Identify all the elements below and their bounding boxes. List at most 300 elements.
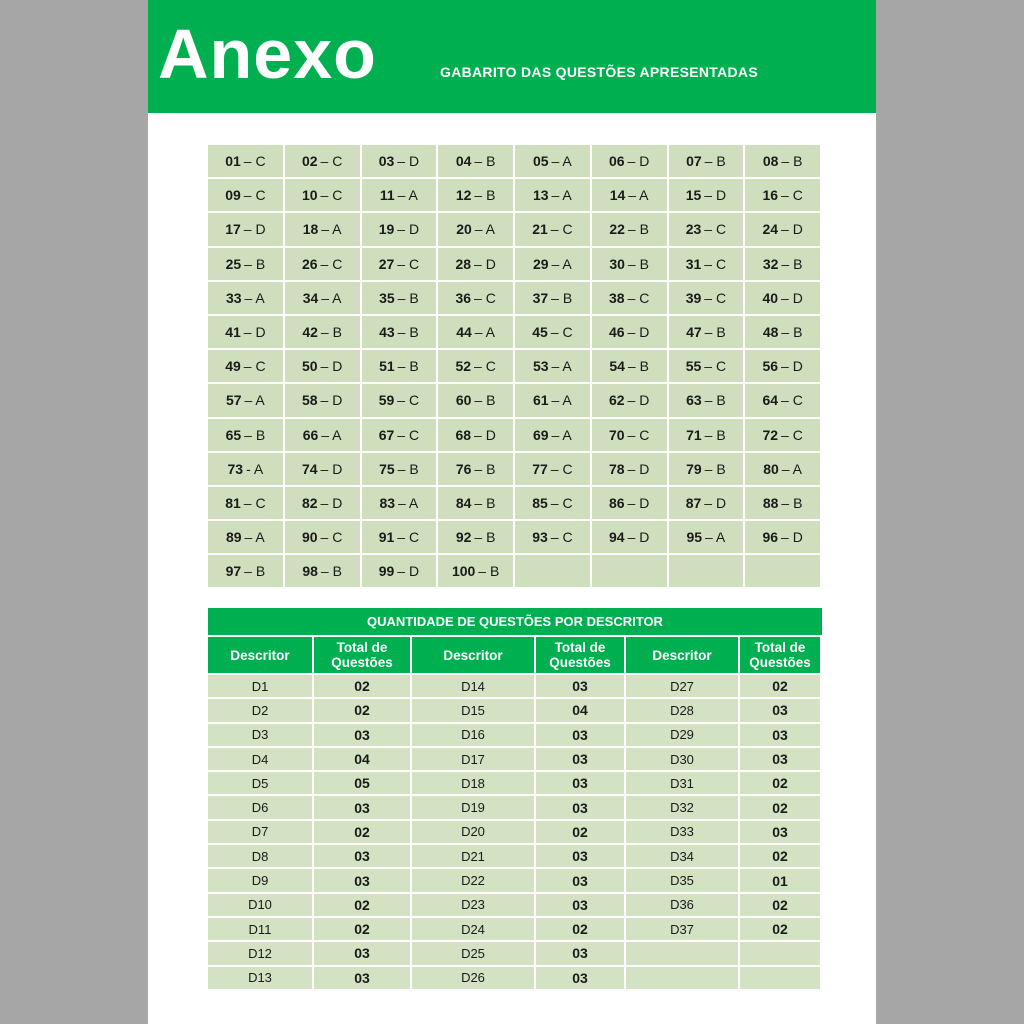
answer-cell — [362, 213, 437, 245]
answer-letter: – A — [551, 153, 572, 170]
question-number: 96 — [762, 529, 779, 546]
answer-letter: – B — [474, 153, 496, 170]
answer-letter: – D — [781, 221, 803, 238]
answer-letter: – B — [474, 529, 496, 546]
answer-letter: – D — [781, 529, 803, 546]
question-number: 86 — [608, 494, 625, 511]
total-cell: 04 — [314, 748, 410, 770]
descriptor-cell: D10 — [208, 894, 312, 916]
answer-letter: – B — [627, 358, 649, 375]
answer-cell — [438, 384, 513, 416]
question-number: 61 — [532, 392, 549, 409]
descriptor-cell: D35 — [626, 869, 738, 891]
answer-letter: – C — [397, 426, 420, 443]
descriptor-cell: D5 — [208, 772, 312, 794]
answer-letter: – A — [398, 494, 419, 511]
answer-letter: – C — [550, 494, 573, 511]
question-number: 94 — [608, 529, 625, 546]
answer-letter: – D — [397, 153, 420, 170]
header-descritor: Descritor — [208, 637, 312, 673]
answer-cell — [515, 145, 590, 177]
header-total-questoes: Total de Questões — [740, 637, 820, 673]
answer-letter: – C — [550, 529, 573, 546]
answer-letter: – D — [627, 153, 650, 170]
answer-cell — [438, 248, 513, 280]
answer-letter: – C — [704, 221, 727, 238]
answer-letter: – C — [243, 153, 266, 170]
total-cell: 02 — [536, 821, 624, 843]
answer-cell — [592, 179, 667, 211]
answer-letter: – A — [244, 392, 265, 409]
question-number: 100 — [451, 563, 476, 580]
question-number: 85 — [532, 494, 548, 511]
answer-cell — [592, 213, 667, 245]
total-cell: 02 — [314, 918, 410, 940]
answer-letter: – B — [627, 221, 649, 238]
answer-letter: – C — [781, 187, 803, 204]
descriptor-cell: D17 — [412, 748, 534, 770]
answer-letter: – A — [244, 529, 265, 546]
total-cell: 03 — [740, 748, 820, 770]
question-number: 36 — [455, 289, 472, 306]
header-banner — [148, 0, 876, 113]
descriptor-table-title: QUANTIDADE DE QUESTÕES POR DESCRITOR — [208, 608, 822, 635]
total-cell: 04 — [536, 699, 624, 721]
descriptor-cell: D32 — [626, 796, 738, 818]
question-number: 54 — [609, 358, 625, 375]
question-number: 49 — [225, 358, 241, 375]
question-number: 29 — [532, 255, 549, 272]
answer-letter: – C — [704, 289, 727, 306]
answer-letter: – B — [244, 426, 266, 443]
question-number: 19 — [378, 221, 395, 238]
answer-letter: – B — [474, 187, 496, 204]
question-number: 09 — [225, 187, 241, 204]
answer-cell — [208, 521, 283, 553]
answer-cell — [208, 248, 283, 280]
question-number: 57 — [225, 392, 242, 409]
answer-cell — [362, 350, 437, 382]
document-page — [148, 0, 876, 1024]
answer-cell — [745, 145, 820, 177]
answer-letter: – D — [397, 563, 420, 580]
total-cell: 02 — [740, 675, 820, 697]
descriptor-cell: D9 — [208, 869, 312, 891]
total-cell: 03 — [740, 699, 820, 721]
descriptor-cell: D36 — [626, 894, 738, 916]
answer-cell — [745, 248, 820, 280]
answer-cell — [745, 453, 820, 485]
answer-letter: – C — [474, 289, 496, 306]
header-total-questoes: Total de Questões — [314, 637, 410, 673]
question-number: 55 — [685, 358, 702, 375]
answer-cell — [592, 384, 667, 416]
answer-letter: – D — [627, 494, 650, 511]
answer-cell — [285, 350, 360, 382]
answer-letter: – B — [781, 153, 803, 170]
answer-letter: – C — [320, 153, 343, 170]
answer-cell — [669, 316, 744, 348]
answer-cell — [745, 487, 820, 519]
answer-cell — [669, 453, 744, 485]
descriptor-cell: D14 — [412, 675, 534, 697]
question-number: 50 — [301, 358, 318, 375]
question-number: 82 — [301, 494, 318, 511]
answer-letter: – A — [781, 460, 803, 477]
answer-cell — [285, 248, 360, 280]
answer-cell — [745, 384, 820, 416]
descriptor-cell: D6 — [208, 796, 312, 818]
question-number: 32 — [762, 255, 779, 272]
answer-cell — [669, 145, 744, 177]
answer-cell — [669, 282, 744, 314]
question-number: 58 — [301, 392, 318, 409]
answer-cell — [592, 350, 667, 382]
answer-cell — [438, 282, 513, 314]
descriptor-table — [208, 608, 822, 989]
answer-cell — [438, 487, 513, 519]
answer-letter: – C — [243, 358, 266, 375]
answer-letter: – B — [704, 153, 726, 170]
answer-cell-empty — [515, 555, 590, 587]
total-cell: 03 — [536, 748, 624, 770]
answer-cell — [285, 213, 360, 245]
question-number: 87 — [685, 494, 702, 511]
question-number: 66 — [302, 426, 319, 443]
descriptor-cell: D37 — [626, 918, 738, 940]
total-cell: 02 — [740, 894, 820, 916]
question-number: 39 — [685, 289, 702, 306]
question-number: 21 — [532, 221, 548, 238]
answer-letter: – A — [551, 392, 572, 409]
descriptor-cell: D18 — [412, 772, 534, 794]
question-number: 20 — [456, 221, 472, 238]
answer-letter: – D — [474, 426, 496, 443]
answer-cell — [592, 316, 667, 348]
question-number: 41 — [225, 324, 241, 341]
answer-cell — [438, 213, 513, 245]
answer-cell — [745, 213, 820, 245]
question-number: 70 — [608, 426, 625, 443]
total-cell: 03 — [536, 942, 624, 964]
question-number: 33 — [225, 289, 242, 306]
answer-letter: – B — [474, 460, 496, 477]
answer-cell — [285, 419, 360, 451]
answer-cell — [438, 179, 513, 211]
answer-letter: – C — [243, 494, 266, 511]
question-number: 34 — [302, 289, 319, 306]
answer-letter: – A — [705, 529, 726, 546]
descriptor-cell: D24 — [412, 918, 534, 940]
answer-letter: – B — [397, 289, 419, 306]
descriptor-cell: D33 — [626, 821, 738, 843]
question-number: 07 — [686, 153, 702, 170]
answer-letter: – B — [781, 494, 803, 511]
answer-cell-empty — [745, 555, 820, 587]
answer-letter: – C — [320, 187, 343, 204]
answer-letter: – D — [320, 494, 343, 511]
answer-cell — [285, 282, 360, 314]
descriptor-cell — [626, 942, 738, 964]
answer-letter: – D — [627, 324, 650, 341]
answer-cell — [208, 145, 283, 177]
descriptor-cell: D3 — [208, 724, 312, 746]
answer-letter: – A — [551, 358, 572, 375]
descriptor-cell: D2 — [208, 699, 312, 721]
answer-letter: – B — [474, 494, 496, 511]
answer-letter: – A — [551, 255, 572, 272]
header-descritor: Descritor — [412, 637, 534, 673]
answer-letter: – A — [551, 426, 572, 443]
question-number: 38 — [608, 289, 625, 306]
answer-letter: – D — [474, 255, 496, 272]
answer-cell — [362, 453, 437, 485]
descriptor-cell: D20 — [412, 821, 534, 843]
answer-letter: – B — [474, 392, 496, 409]
total-cell: 03 — [314, 796, 410, 818]
question-number: 48 — [762, 324, 779, 341]
answer-letter: – C — [243, 187, 266, 204]
answer-letter: – B — [704, 460, 726, 477]
total-cell: 02 — [740, 796, 820, 818]
answer-letter: – C — [320, 529, 343, 546]
answer-cell — [745, 282, 820, 314]
answer-cell — [285, 453, 360, 485]
answer-cell — [515, 384, 590, 416]
answer-cell — [285, 555, 360, 587]
answer-letter: – A — [397, 187, 418, 204]
answer-cell — [515, 521, 590, 553]
question-number: 30 — [609, 255, 625, 272]
answer-letter: – B — [478, 563, 500, 580]
question-number: 23 — [685, 221, 702, 238]
question-number: 97 — [225, 563, 242, 580]
question-number: 31 — [685, 255, 702, 272]
descriptor-cell: D27 — [626, 675, 738, 697]
answer-cell — [208, 316, 283, 348]
descriptor-cell: D12 — [208, 942, 312, 964]
question-number: 40 — [762, 289, 779, 306]
answer-cell — [208, 179, 283, 211]
answer-letter: – D — [243, 221, 266, 238]
answer-cell — [745, 179, 820, 211]
total-cell: 03 — [536, 845, 624, 867]
answer-letter: – C — [397, 529, 420, 546]
answer-cell — [285, 487, 360, 519]
descriptor-grid — [208, 637, 822, 989]
answer-cell — [362, 487, 437, 519]
answer-cell — [362, 555, 437, 587]
question-number: 37 — [532, 289, 549, 306]
question-number: 01 — [225, 153, 241, 170]
question-number: 43 — [379, 324, 395, 341]
question-number: 62 — [608, 392, 625, 409]
answer-cell — [745, 419, 820, 451]
answer-cell — [592, 487, 667, 519]
descriptor-cell: D1 — [208, 675, 312, 697]
answer-letter: – C — [704, 358, 727, 375]
question-number: 46 — [608, 324, 625, 341]
question-number: 83 — [379, 494, 396, 511]
answer-letter: – D — [320, 358, 343, 375]
answer-letter: – D — [320, 460, 343, 477]
answer-cell — [515, 179, 590, 211]
total-cell: 05 — [314, 772, 410, 794]
answer-cell — [362, 419, 437, 451]
answer-letter: – B — [320, 563, 342, 580]
answer-cell — [669, 179, 744, 211]
question-number: 02 — [301, 153, 318, 170]
answer-cell — [208, 350, 283, 382]
question-number: 04 — [455, 153, 472, 170]
question-number: 53 — [532, 358, 549, 375]
descriptor-cell: D4 — [208, 748, 312, 770]
answer-cell — [515, 419, 590, 451]
question-number: 90 — [301, 529, 318, 546]
answer-cell — [515, 213, 590, 245]
answer-cell — [362, 316, 437, 348]
question-number: 75 — [379, 460, 395, 477]
descriptor-cell: D21 — [412, 845, 534, 867]
answer-cell — [438, 350, 513, 382]
answer-cell — [515, 316, 590, 348]
question-number: 05 — [532, 153, 549, 170]
question-number: 89 — [225, 529, 242, 546]
answer-letter: – C — [474, 358, 496, 375]
question-number: 73 — [227, 460, 244, 477]
descriptor-cell: D19 — [412, 796, 534, 818]
descriptor-cell: D25 — [412, 942, 534, 964]
question-number: 45 — [532, 324, 548, 341]
descriptor-cell — [626, 967, 738, 989]
question-number: 68 — [455, 426, 472, 443]
question-number: 24 — [762, 221, 779, 238]
total-cell: 03 — [314, 942, 410, 964]
answer-letter: – B — [704, 392, 726, 409]
total-cell: 03 — [536, 675, 624, 697]
question-number: 44 — [456, 324, 472, 341]
question-number: 81 — [225, 494, 241, 511]
answer-cell — [362, 145, 437, 177]
answer-letter: – B — [244, 255, 266, 272]
question-number: 64 — [762, 392, 779, 409]
question-number: 91 — [378, 529, 395, 546]
question-number: 92 — [455, 529, 472, 546]
answer-letter: – B — [397, 460, 419, 477]
answer-letter: – C — [397, 255, 420, 272]
answer-cell — [745, 316, 820, 348]
answer-letter: – A — [474, 324, 496, 341]
answer-letter: – C — [550, 324, 573, 341]
question-number: 56 — [762, 358, 779, 375]
total-cell: 03 — [536, 894, 624, 916]
answer-cell — [285, 384, 360, 416]
descriptor-cell: D31 — [626, 772, 738, 794]
total-cell: 02 — [740, 772, 820, 794]
answer-cell — [515, 282, 590, 314]
answer-cell — [438, 453, 513, 485]
question-number: 95 — [686, 529, 703, 546]
question-number: 17 — [225, 221, 241, 238]
question-number: 28 — [455, 255, 472, 272]
answer-letter: – B — [704, 324, 726, 341]
question-number: 14 — [609, 187, 626, 204]
answer-cell — [669, 487, 744, 519]
answer-letter: – C — [781, 392, 803, 409]
answer-cell — [515, 487, 590, 519]
question-number: 15 — [685, 187, 702, 204]
answer-cell — [515, 350, 590, 382]
descriptor-cell: D29 — [626, 724, 738, 746]
total-cell: 02 — [740, 918, 820, 940]
answer-cell — [669, 248, 744, 280]
answer-letter: – B — [397, 358, 419, 375]
answer-letter: – A — [244, 289, 265, 306]
question-number: 78 — [608, 460, 625, 477]
total-cell: 03 — [314, 869, 410, 891]
header-descritor: Descritor — [626, 637, 738, 673]
answer-cell — [669, 384, 744, 416]
answer-cell — [438, 145, 513, 177]
question-number: 26 — [301, 255, 318, 272]
answer-cell — [362, 384, 437, 416]
descriptor-cell: D7 — [208, 821, 312, 843]
descriptor-cell: D8 — [208, 845, 312, 867]
question-number: 67 — [378, 426, 395, 443]
question-number: 51 — [379, 358, 395, 375]
total-cell: 03 — [536, 967, 624, 989]
question-number: 27 — [378, 255, 395, 272]
answer-letter: – A — [321, 221, 342, 238]
question-number: 18 — [302, 221, 319, 238]
answer-letter: – C — [704, 255, 727, 272]
question-number: 98 — [302, 563, 318, 580]
answer-cell — [438, 521, 513, 553]
answer-cell — [669, 419, 744, 451]
total-cell: 02 — [536, 918, 624, 940]
total-cell: 02 — [314, 699, 410, 721]
total-cell — [740, 967, 820, 989]
answer-cell — [515, 248, 590, 280]
answer-letter: – D — [320, 392, 343, 409]
question-number: 69 — [532, 426, 549, 443]
total-cell: 03 — [314, 967, 410, 989]
answer-cell — [285, 316, 360, 348]
answer-letter: – A — [628, 187, 649, 204]
answer-cell — [745, 350, 820, 382]
answer-letter: – A — [321, 426, 342, 443]
answer-cell — [438, 419, 513, 451]
answer-cell — [592, 145, 667, 177]
descriptor-cell: D30 — [626, 748, 738, 770]
question-number: 93 — [532, 529, 548, 546]
answer-letter: – B — [781, 324, 803, 341]
answer-letter: – C — [627, 289, 650, 306]
answer-letter: – D — [781, 358, 803, 375]
descriptor-cell: D22 — [412, 869, 534, 891]
answer-letter: – D — [627, 392, 650, 409]
answer-letter: – D — [243, 324, 266, 341]
question-number: 65 — [225, 426, 242, 443]
answer-cell — [285, 179, 360, 211]
answer-letter: – C — [550, 221, 573, 238]
question-number: 06 — [608, 153, 625, 170]
answer-letter: – D — [781, 289, 803, 306]
answer-cell — [592, 419, 667, 451]
answer-letter: – A — [551, 187, 572, 204]
descriptor-cell: D23 — [412, 894, 534, 916]
answer-key-grid — [208, 145, 822, 587]
